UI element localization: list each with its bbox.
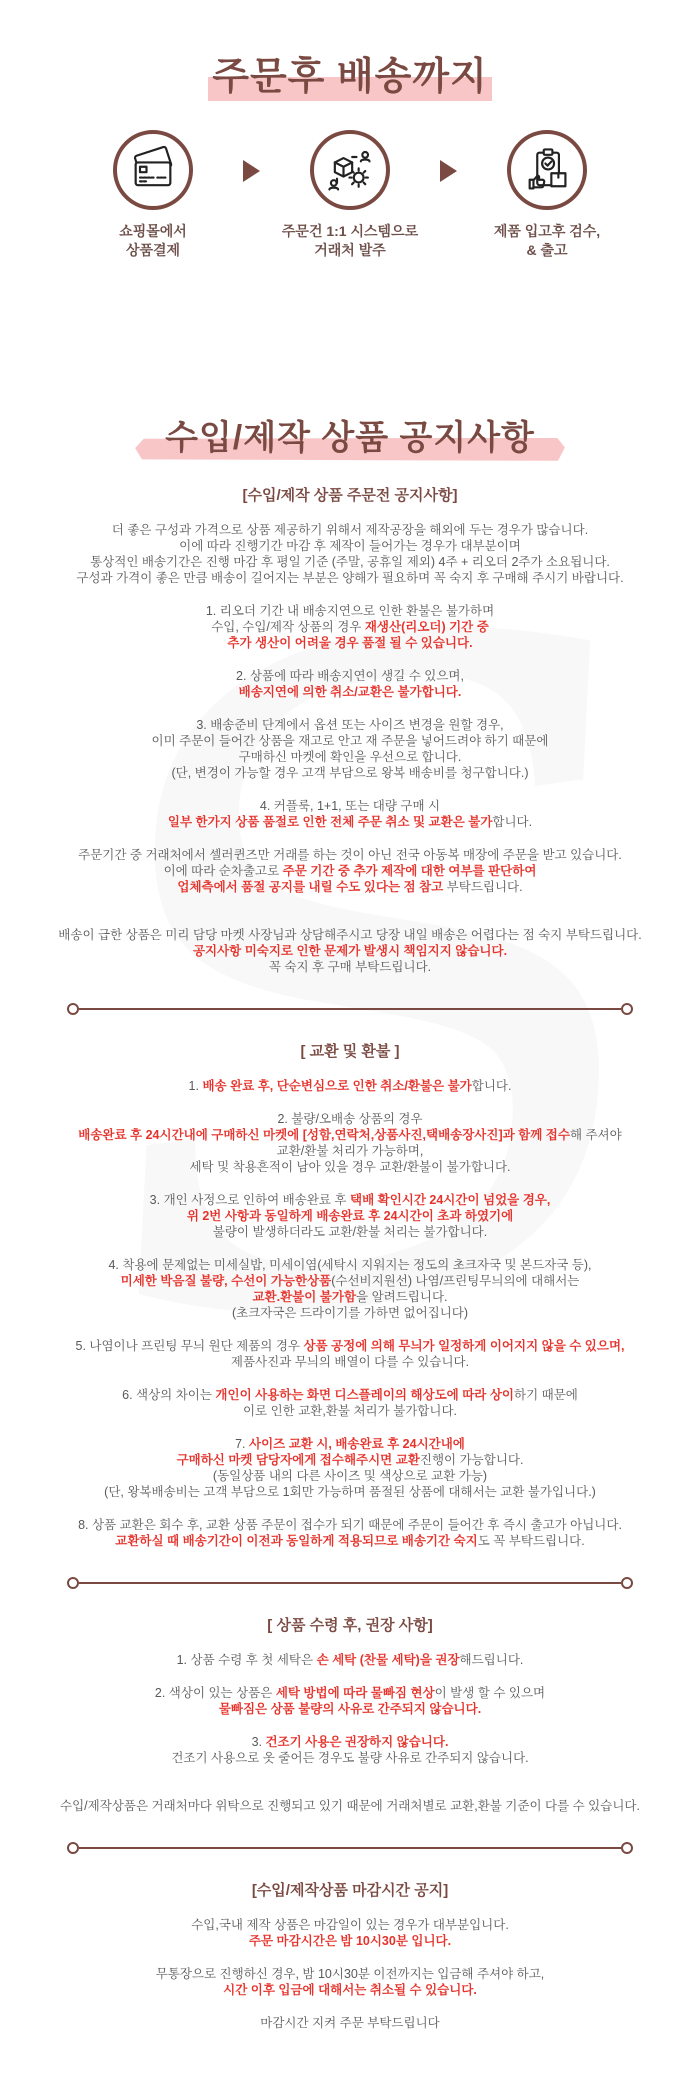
text-segment: 더 좋은 구성과 가격으로 상품 제공하기 위해서 제작공장을 해외에 두는 경우가 많습니다. (111, 522, 589, 537)
text-segment: 미세한 박음질 불량, 수선이 가능한상품 (120, 1273, 332, 1288)
notice-block (0, 1917, 700, 1949)
text-segment: 구성과 가격이 좋은 만큼 배송이 길어지는 부분은 양해가 필요하며 꼭 숙지 후 구매해 주시기 바랍니다. (76, 570, 624, 585)
notice-block (0, 1111, 700, 1175)
page-title-block (0, 45, 700, 100)
text-segment: 하기 때문에 (514, 1387, 578, 1402)
text-segment: 물빠짐은 상품 불량의 사유로 간주되지 않습니다. (218, 1701, 482, 1716)
text-segment: 6. 색상의 차이는 (122, 1387, 216, 1402)
section-heading-exchange-refund: [ 교환 및 환불 ] (300, 1042, 400, 1060)
text-segment: 도 꼭 부탁드립니다. (477, 1533, 585, 1548)
notice-block (0, 668, 700, 700)
notice-block (0, 1078, 700, 1094)
notice-sections (0, 487, 700, 2031)
text-segment: 이 발생 할 수 있으며 (434, 1685, 546, 1700)
text-segment: 3. 개인 사정으로 인하여 배송완료 후 (149, 1192, 350, 1207)
notice-line (0, 1208, 700, 1224)
notice-line (0, 847, 700, 863)
process-step-label: 제품 입고후 검수, & 출고 (493, 223, 601, 258)
notice-line (0, 1484, 700, 1500)
text-segment: 7. (235, 1436, 250, 1451)
order-system-icon (310, 130, 390, 210)
notice-line (0, 1750, 700, 1766)
text-segment: 사이즈 교환 시, 배송완료 후 24시간내에 (249, 1436, 465, 1451)
text-segment: 진행이 가능합니다. (419, 1452, 524, 1467)
text-segment: 마감시간 지켜 주문 부탁드립니다 (260, 2015, 440, 2030)
text-segment: (단, 변경이 가능할 경우 고객 부담으로 왕복 배송비를 청구합니다.) (171, 765, 529, 780)
text-segment: 2. 상품에 따라 배송지연이 생길 수 있으며, (236, 668, 464, 683)
notice-line (0, 879, 700, 895)
text-segment: (초크자국은 드라이기를 가하면 없어집니다) (231, 1305, 469, 1320)
notice-block (0, 522, 700, 586)
text-segment: 주문 마감시간은 밤 10시30분 입니다. (248, 1933, 452, 1948)
notice-line (0, 522, 700, 538)
section-heading-pre-order-notice: [수입/제작 상품 주문전 공지사항] (242, 486, 458, 504)
notice-line (0, 1224, 700, 1240)
notice-line (0, 1257, 700, 1273)
text-segment: 시간 이후 입금에 대해서는 취소될 수 있습니다. (223, 1982, 477, 1997)
notice-line (0, 814, 700, 830)
notice-line (0, 684, 700, 700)
notice-line (0, 1354, 700, 1370)
notice-line (0, 570, 700, 586)
text-segment: 추가 생산이 어려울 경우 품절 될 수 있습니다. (227, 635, 473, 650)
text-segment: 이에 따라 순차출고로 (163, 863, 283, 878)
notice-block (0, 1192, 700, 1240)
notice-page (0, 45, 700, 2031)
arrow-right-icon (243, 160, 260, 182)
section-divider (67, 1842, 633, 1854)
notice-line (0, 668, 700, 684)
notice-block (0, 1338, 700, 1370)
inspection-shipping-icon (507, 130, 587, 210)
credit-card-icon (113, 130, 193, 210)
notice-line (0, 1734, 700, 1750)
section-heading-after-receipt: [ 상품 수령 후, 권장 사항] (267, 1616, 433, 1634)
notice-line (0, 554, 700, 570)
notice-block (0, 927, 700, 975)
notice-line (0, 1798, 700, 1814)
notice-line (0, 1436, 700, 1452)
text-segment: 택배 확인시간 24시간이 넘었을 경우, (350, 1192, 551, 1207)
text-segment: 꼭 숙지 후 구매 부탁드립니다. (268, 959, 432, 974)
text-segment: (단, 왕복배송비는 고객 부담으로 1회만 가능하며 품절된 상품에 대해서는 교환 불가입니다.) (104, 1484, 596, 1499)
text-segment: (수선비지원선) 나염/프린팅무늬의에 대해서는 (331, 1273, 580, 1288)
text-segment: 교환/환불 처리가 가능하며, (276, 1143, 424, 1158)
text-segment: 8. 상품 교환은 회수 후, 교환 상품 주문이 접수가 되기 때문에 주문이 들어간 후 즉시 출고가 아닙니다. (78, 1517, 622, 1532)
notice-line (0, 1305, 700, 1321)
notice-line (0, 1966, 700, 1982)
process-step-label: 주문건 1:1 시스템으로 거래처 발주 (281, 223, 419, 258)
notice-line (0, 1933, 700, 1949)
page-title: 주문후 배송까지 (212, 56, 488, 98)
text-segment: 통상적인 배송기간은 진행 마감 후 평일 기준 (주말, 공휴일 제외) 4주 + 리오더 2주가 소요됩니다. (90, 554, 610, 569)
text-segment: 상품 공정에 의해 무늬가 일정하게 이어지지 않을 수 있으며, (303, 1338, 625, 1353)
text-segment: 구매하신 마켓 담당자에게 접수해주시면 교환 (176, 1452, 420, 1467)
notice-block (0, 2015, 700, 2031)
notice-line (0, 1192, 700, 1208)
text-segment: 위 2번 사항과 동일하게 배송완료 후 24시간이 초과 하였기에 (186, 1208, 514, 1223)
notice-block (0, 1652, 700, 1668)
text-segment: 5. 나염이나 프린팅 무늬 원단 제품의 경우 (75, 1338, 304, 1353)
text-segment: 공지사항 미숙지로 인한 문제가 발생시 책임지지 않습니다. (192, 943, 508, 958)
process-step (260, 130, 440, 260)
text-segment: 세탁 방법에 따라 물빠짐 현상 (275, 1685, 435, 1700)
notice-block (0, 1387, 700, 1419)
notice-title: 수입/제작 상품 공지사항 (165, 418, 535, 457)
notice-line (0, 1701, 700, 1717)
text-segment: 세탁 및 착용흔적이 남아 있을 경우 교환/환불이 불가합니다. (189, 1159, 511, 1174)
text-segment: 합니다. (471, 1078, 512, 1093)
notice-line (0, 717, 700, 733)
notice-line (0, 619, 700, 635)
notice-block (0, 1257, 700, 1321)
text-segment: (동일상품 내의 다른 사이즈 및 색상으로 교환 가능) (212, 1468, 488, 1483)
notice-block (0, 603, 700, 651)
notice-line (0, 538, 700, 554)
notice-line (0, 1078, 700, 1094)
text-segment: 업체측에서 품절 공지를 내릴 수도 있다는 점 참고 (177, 879, 447, 894)
text-segment: 배송지연에 의한 취소/교환은 불가합니다. (238, 684, 462, 699)
text-segment: 제품사진과 무늬의 배열이 다를 수 있습니다. (230, 1354, 470, 1369)
text-segment: 이로 인한 교환,환불 처리가 불가합니다. (242, 1403, 458, 1418)
text-segment: 부탁드립니다. (446, 879, 523, 894)
notice-line (0, 1982, 700, 1998)
notice-line (0, 2015, 700, 2031)
notice-line (0, 943, 700, 959)
notice-block (0, 847, 700, 895)
text-segment: 2. 불량/오배송 상품의 경우 (277, 1111, 423, 1126)
notice-line (0, 1452, 700, 1468)
notice-block (0, 1798, 700, 1814)
notice-line (0, 1273, 700, 1289)
notice-block (0, 798, 700, 830)
section-divider (67, 1003, 633, 1015)
notice-line (0, 1685, 700, 1701)
notice-line (0, 1338, 700, 1354)
text-segment: 이미 주문이 들어간 상품을 재고로 안고 재 주문을 넣어드려야 하기 때문에 (151, 733, 549, 748)
text-segment: 구매하신 마켓에 확인을 우선으로 합니다. (238, 749, 462, 764)
notice-line (0, 603, 700, 619)
section-divider (67, 1577, 633, 1589)
process-step (63, 130, 243, 260)
notice-line (0, 798, 700, 814)
notice-line (0, 1468, 700, 1484)
section-heading-deadline-notice: [수입/제작상품 마감시간 공지] (251, 1881, 449, 1899)
text-segment: 재생산(리오더) 기간 중 (364, 619, 489, 634)
text-segment: 교환하실 때 배송기간이 이전과 동일하게 적용되므로 배송기간 숙지 (115, 1533, 478, 1548)
notice-line (0, 733, 700, 749)
text-segment: 2. 색상이 있는 상품은 (154, 1685, 276, 1700)
order-process-steps (0, 130, 700, 260)
text-segment: 배송이 급한 상품은 미리 담당 마켓 사장님과 상담해주시고 당장 내일 배송은 어렵다는 점 숙지 부탁드립니다. (58, 927, 642, 942)
notice-line (0, 1111, 700, 1127)
notice-title-block (0, 410, 700, 459)
text-segment: 건조기 사용으로 옷 줄어든 경우도 불량 사유로 간주되지 않습니다. (171, 1750, 529, 1765)
notice-line (0, 1159, 700, 1175)
text-segment: 4. 커플룩, 1+1, 또는 대량 구매 시 (259, 798, 441, 813)
text-segment: 배송 완료 후, 단순변심으로 인한 취소/환불은 불가 (202, 1078, 472, 1093)
notice-line (0, 1517, 700, 1533)
text-segment: 개인이 사용하는 화면 디스플레이의 해상도에 따라 상이 (215, 1387, 514, 1402)
notice-line (0, 765, 700, 781)
text-segment: 무통장으로 진행하신 경우, 밤 10시30분 이전까지는 입금해 주셔야 하고, (155, 1966, 545, 1981)
text-segment: 이에 따라 진행기간 마감 후 제작이 들어가는 경우가 대부분이며 (179, 538, 521, 553)
notice-block (0, 1436, 700, 1500)
text-segment: 일부 한가지 상품 품절로 인한 전체 주문 취소 및 교환은 불가 (167, 814, 493, 829)
notice-line (0, 959, 700, 975)
text-segment: 1. 상품 수령 후 첫 세탁은 (176, 1652, 317, 1667)
arrow-right-icon (440, 160, 457, 182)
notice-block (0, 1966, 700, 1998)
notice-line (0, 927, 700, 943)
text-segment: 3. (251, 1734, 266, 1749)
text-segment: 합니다. (492, 814, 533, 829)
notice-line (0, 1387, 700, 1403)
notice-line (0, 1533, 700, 1549)
text-segment: 수입/제작상품은 거래처마다 위탁으로 진행되고 있기 때문에 거래처별로 교환,환불 기준이 다를 수 있습니다. (60, 1798, 640, 1813)
text-segment: 1. 리오더 기간 내 배송지연으로 인한 환불은 불가하며 (205, 603, 495, 618)
notice-line (0, 1917, 700, 1933)
text-segment: 해드립니다. (459, 1652, 524, 1667)
text-segment: 건조기 사용은 권장하지 않습니다. (265, 1734, 449, 1749)
notice-line (0, 1143, 700, 1159)
notice-line (0, 749, 700, 765)
notice-line (0, 1652, 700, 1668)
notice-block (0, 1734, 700, 1766)
process-step-label: 쇼핑몰에서 상품결제 (119, 223, 187, 258)
notice-block (0, 1517, 700, 1549)
text-segment: 주문 기간 중 추가 제작에 대한 여부를 판단하여 (282, 863, 537, 878)
text-segment: 손 세탁 (찬물 세탁)을 권장 (316, 1652, 460, 1667)
notice-line (0, 1403, 700, 1419)
text-segment: 배송완료 후 24시간내에 구매하신 마켓에 [성함,연락처,상품사진,택배송장사진]과 함께 접수 (78, 1127, 570, 1142)
notice-block (0, 1685, 700, 1717)
text-segment: 교환.환불이 불가함 (252, 1289, 357, 1304)
text-segment: 수입,국내 제작 상품은 마감일이 있는 경우가 대부분입니다. (191, 1917, 509, 1932)
text-segment: 주문기간 중 거래처에서 셀러퀸즈만 거래를 하는 것이 아닌 전국 아동복 매장에 주문을 받고 있습니다. (78, 847, 622, 862)
text-segment: 4. 착용에 문제없는 미세실밥, 미세이염(세탁시 지워지는 정도의 초크자국 및 본드자국 등), (108, 1257, 592, 1272)
text-segment: 1. (188, 1078, 203, 1093)
text-segment: 해 주셔야 (569, 1127, 622, 1142)
text-segment: 을 알려드립니다. (356, 1289, 448, 1304)
process-step (457, 130, 637, 260)
notice-block (0, 717, 700, 781)
notice-line (0, 1127, 700, 1143)
notice-line (0, 863, 700, 879)
text-segment: 불량이 발생하더라도 교환/환불 처리는 불가합니다. (212, 1224, 488, 1239)
notice-line (0, 635, 700, 651)
text-segment: 3. 배송준비 단계에서 옵션 또는 사이즈 변경을 원할 경우, (196, 717, 504, 732)
text-segment: 수입, 수입/제작 상품의 경우 (211, 619, 365, 634)
notice-line (0, 1289, 700, 1305)
